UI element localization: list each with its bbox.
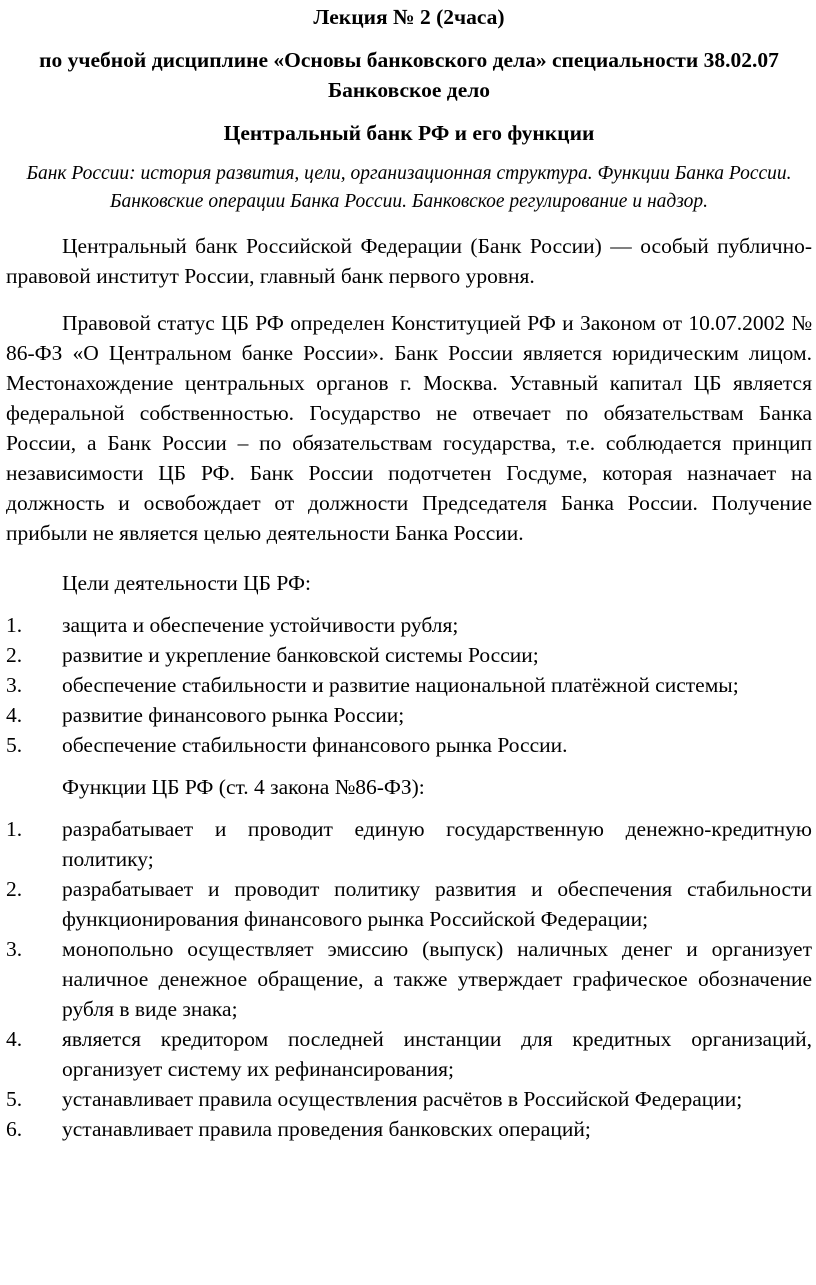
lecture-abstract: Банк России: история развития, цели, организационная структура. Функции Банка России. Банковские операции Банка России. Банковское регулирование и надзор. <box>26 163 792 212</box>
list-item-text: развитие и укрепление банковской системы России; <box>62 643 539 667</box>
list-item-text: устанавливает правила проведения банковских операций; <box>62 1117 591 1141</box>
list-item-number: 1. <box>6 613 23 637</box>
list-item <box>6 874 812 934</box>
functions-list <box>6 814 812 1144</box>
list-item-text: обеспечение стабильности финансового рынка России. <box>62 733 568 757</box>
list-item-text: разрабатывает и проводит единую государственную денежно-кредитную политику; <box>62 817 812 871</box>
topic-title: Центральный банк РФ и его функции <box>223 121 595 145</box>
legal-status-paragraph: Правовой статус ЦБ РФ определен Конституцией РФ и Законом от 10.07.2002 № 86-ФЗ «О Центральном банке России». Банк России является юридическим лицом. Местонахождение центральных органов г. Москва. Уставный капитал ЦБ является федеральной собственностью. Государство не отвечает по обязательствам Банка России, а Банк России – по обязательствам государства, т.е. соблюдается принцип независимости ЦБ РФ. Банк России подотчетен Госдуме, которая назначает на должность и освобождает от должности Председателя Банка России. Получение прибыли не является целью деятельности Банка России. <box>6 311 812 545</box>
list-item <box>6 1024 812 1084</box>
list-item <box>6 1084 812 1114</box>
list-item <box>6 670 812 700</box>
list-item <box>6 640 812 670</box>
list-item <box>6 934 812 1024</box>
discipline-title: по учебной дисциплине «Основы банковского дела» специальности 38.02.07 Банковское дело <box>39 48 779 102</box>
list-item-number: 5. <box>6 733 23 757</box>
list-item <box>6 814 812 874</box>
list-item-number: 4. <box>6 1027 23 1051</box>
goals-heading: Цели деятельности ЦБ РФ: <box>62 571 311 595</box>
list-item-number: 5. <box>6 1087 23 1111</box>
list-item-number: 3. <box>6 937 23 961</box>
list-item-text: обеспечение стабильности и развитие национальной платёжной системы; <box>62 673 739 697</box>
lecture-title: Лекция № 2 (2часа) <box>313 5 505 29</box>
list-item <box>6 700 812 730</box>
list-item <box>6 730 812 760</box>
list-item-number: 6. <box>6 1117 23 1141</box>
list-item-text: разрабатывает и проводит политику развития и обеспечения стабильности функционирования финансового рынка Российской Федерации; <box>62 877 812 931</box>
list-item-number: 2. <box>6 877 23 901</box>
list-item-number: 1. <box>6 817 23 841</box>
list-item-number: 3. <box>6 673 23 697</box>
list-item <box>6 1114 812 1144</box>
intro-paragraph: Центральный банк Российской Федерации (Банк России) — особый публично-правовой институт России, главный банк первого уровня. <box>6 234 812 288</box>
functions-heading: Функции ЦБ РФ (ст. 4 закона №86-ФЗ): <box>62 775 425 799</box>
list-item-text: устанавливает правила осуществления расчётов в Российской Федерации; <box>62 1087 743 1111</box>
list-item-number: 2. <box>6 643 23 667</box>
list-item-text: является кредитором последней инстанции для кредитных организаций, организует систему их рефинансирования; <box>62 1027 812 1081</box>
list-item <box>6 610 812 640</box>
goals-list <box>6 610 812 760</box>
list-item-number: 4. <box>6 703 23 727</box>
list-item-text: развитие финансового рынка России; <box>62 703 405 727</box>
list-item-text: монопольно осуществляет эмиссию (выпуск) наличных денег и организует наличное денежное обращение, а также утверждает графическое обозначение рубля в виде знака; <box>62 937 812 1021</box>
list-item-text: защита и обеспечение устойчивости рубля; <box>62 613 459 637</box>
